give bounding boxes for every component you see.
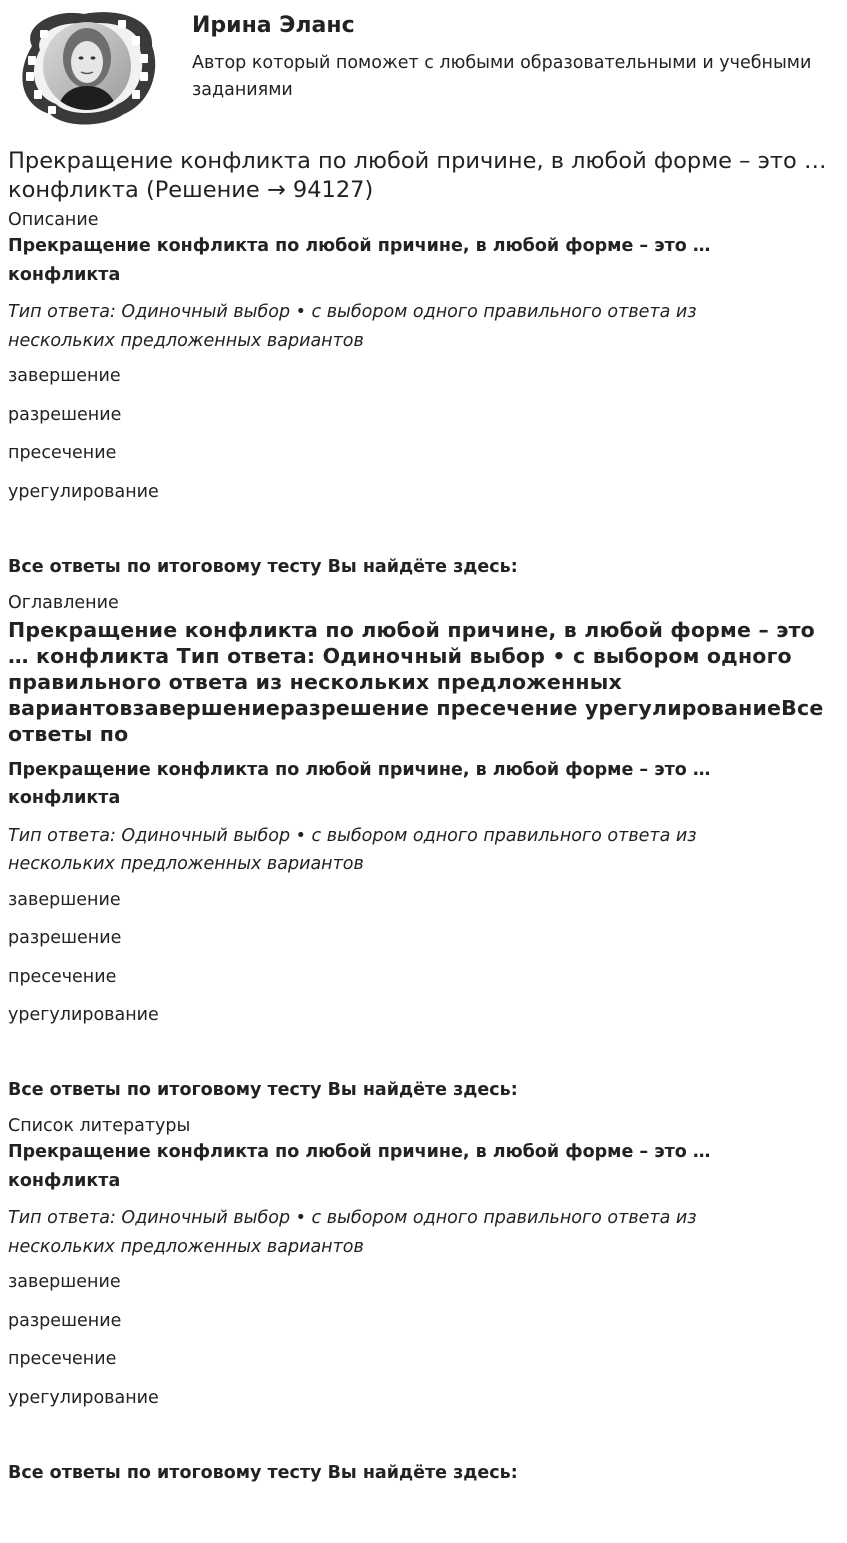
list-item: завершение <box>8 1272 121 1292</box>
answer-type: Тип ответа: Одиночный выбор • с выбором одного правильного ответа из нескольких предложенных вариантов <box>8 302 697 351</box>
toc-section <box>8 591 839 1103</box>
toc-heading: Прекращение конфликта по любой причине, в любой форме – это … конфликта Тип ответа: Одиночный выбор • с выбором одного правильного ответа из нескольких предложенных вариантовзавершениеразрешение пресечение урегулированиеВсе ответы по <box>8 617 824 746</box>
author-name[interactable]: Ирина Эланс <box>192 13 355 38</box>
list-item: разрешение <box>8 928 122 948</box>
list-item: пресечение <box>8 1349 117 1369</box>
question-title: Прекращение конфликта по любой причине, в любой форме – это … конфликта <box>8 236 711 285</box>
author-description: Автор который поможет с любыми образовательными и учебными заданиями <box>192 53 812 100</box>
list-item: разрешение <box>8 404 122 425</box>
all-answers-note: Все ответы по итоговому тесту Вы найдёте здесь: <box>8 556 518 577</box>
page-title: Прекращение конфликта по любой причине, в любой форме – это … конфликта (Решение → 94127) <box>8 148 827 203</box>
question-title: Прекращение конфликта по любой причине, в любой форме – это … конфликта <box>8 1142 711 1191</box>
author-block <box>8 0 839 140</box>
all-answers-note: Все ответы по итоговому тесту Вы найдёте здесь: <box>8 1462 518 1483</box>
list-item: завершение <box>8 366 121 386</box>
answer-type: Тип ответа: Одиночный выбор • с выбором одного правильного ответа из нескольких предложенных вариантов <box>8 825 697 874</box>
spacer <box>8 1027 839 1078</box>
list-item: завершение <box>8 889 121 910</box>
answer-type: Тип ответа: Одиночный выбор • с выбором одного правильного ответа из нескольких предложенных вариантов <box>8 1208 697 1257</box>
description-section <box>8 208 839 579</box>
spacer <box>8 1410 839 1461</box>
spacer <box>8 504 839 555</box>
list-item: пресечение <box>8 443 117 463</box>
list-item: урегулирование <box>8 1005 159 1025</box>
list-item: пресечение <box>8 966 117 987</box>
references-label: Список литературы <box>8 1116 191 1136</box>
list-item: разрешение <box>8 1310 122 1331</box>
options-list <box>8 364 839 504</box>
all-answers-note: Все ответы по итоговому тесту Вы найдёте здесь: <box>8 1080 518 1100</box>
description-label: Описание <box>8 210 99 230</box>
list-item: урегулирование <box>8 481 159 502</box>
options-list <box>8 1270 839 1410</box>
toc-label: Оглавление <box>8 592 119 613</box>
references-section <box>8 1114 839 1485</box>
question-title: Прекращение конфликта по любой причине, в любой форме – это … конфликта <box>8 759 711 808</box>
options-list <box>8 888 839 1028</box>
author-avatar-film-frame[interactable] <box>14 6 160 128</box>
list-item: урегулирование <box>8 1387 159 1408</box>
